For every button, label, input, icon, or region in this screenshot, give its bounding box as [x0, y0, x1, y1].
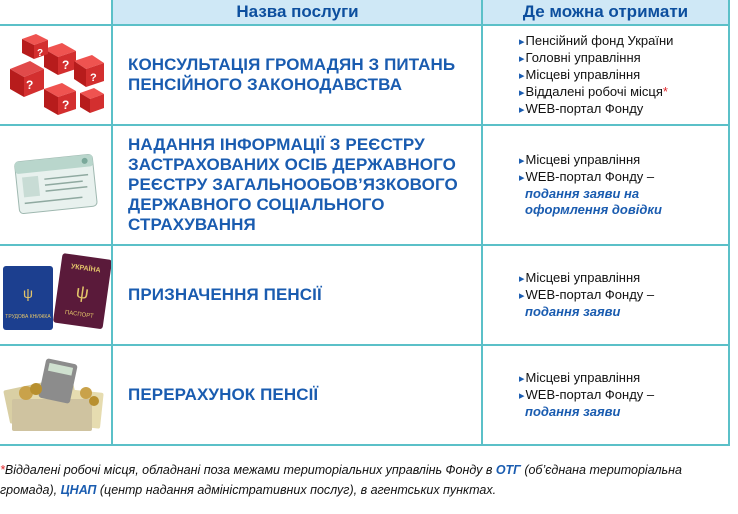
place-item: ▸ Місцеві управління — [519, 152, 729, 169]
svg-text:?: ? — [61, 58, 69, 72]
insurance-card-image — [0, 126, 111, 244]
place-item: ▸ Пенсійний фонд України — [519, 33, 729, 50]
footnote-cnap: ЦНАП — [60, 483, 97, 497]
footnote-text: Віддалені робочі місця, обладнані поза межами територіальних управлінь Фонду в — [4, 463, 496, 477]
grid-line — [0, 444, 730, 446]
table-row — [0, 346, 730, 444]
footnote-otg: ОТГ — [495, 463, 521, 477]
place-label: Віддалені робочі місця — [525, 83, 663, 99]
place-item: ▸ Головні управління — [519, 50, 729, 67]
trident-icon: ψ — [74, 281, 90, 303]
place-item: ▸ WEB-портал Фонду – — [519, 169, 729, 186]
place-item: ▸ WEB-портал Фонду – — [519, 287, 729, 304]
svg-text:?: ? — [61, 98, 69, 112]
place-note: подання заяви на оформлення довідки — [525, 186, 662, 217]
passport-country-label: УКРАЇНА — [69, 263, 101, 275]
footnote-star: * — [662, 83, 668, 99]
service-name: КОНСУЛЬТАЦІЯ ГРОМАДЯН З ПИТАНЬ ПЕНСІЙНОГО ЗАКОНОДАВСТВА — [128, 55, 456, 94]
svg-text:?: ? — [89, 72, 97, 84]
passport-image — [0, 246, 111, 344]
service-places — [519, 346, 729, 444]
passport-label: ПАСПОРТ — [63, 309, 94, 320]
header-service-name: Назва послуги — [113, 0, 482, 24]
money-calculator-image — [0, 346, 111, 444]
table-row — [0, 126, 730, 244]
trident-icon: ψ — [22, 285, 33, 301]
question-cubes-image — [0, 26, 111, 124]
footnote-text: (центр надання адміністративних послуг), в агентських пунктах. — [96, 483, 497, 497]
svg-text:?: ? — [36, 48, 43, 59]
footnote-star: * — [0, 463, 5, 477]
service-name: ПРИЗНАЧЕННЯ ПЕНСІЇ — [128, 285, 322, 304]
place-item: ▸ Місцеві управління — [519, 370, 729, 387]
footnote — [0, 460, 738, 500]
workbook-label: ТРУДОВА КНИЖКА — [4, 314, 51, 320]
table-row — [0, 246, 730, 344]
place-item: ▸ WEB-портал Фонду — [519, 101, 729, 118]
place-item: ▸ Місцеві управління — [519, 67, 729, 84]
svg-text:?: ? — [25, 78, 33, 92]
service-places — [519, 26, 729, 124]
place-item: ▸ WEB-портал Фонду – — [519, 387, 729, 404]
table-row — [0, 26, 730, 124]
service-name: ПЕРЕРАХУНОК ПЕНСІЇ — [128, 385, 319, 404]
footnote-text: (об’єднана територіальна громада), — [0, 463, 682, 497]
place-note: подання заяви — [525, 304, 621, 319]
header-where-obtain: Де можна отримати — [483, 0, 728, 24]
place-item: ▸ Місцеві управління — [519, 270, 729, 287]
place-item — [519, 84, 729, 101]
service-name: НАДАННЯ ІНФОРМАЦІЇ З РЕЄСТРУ ЗАСТРАХОВАНИХ ОСІБ ДЕРЖАВНОГО РЕЄСТРУ ЗАГАЛЬНООБОВ’ЯЗКОВОГО ДЕРЖАВНОГО СОЦІАЛЬНОГО СТРАХУВАННЯ — [128, 135, 458, 234]
place-note: подання заяви — [525, 404, 621, 419]
service-places — [519, 126, 729, 244]
cube — [10, 61, 44, 97]
service-places — [519, 246, 729, 344]
